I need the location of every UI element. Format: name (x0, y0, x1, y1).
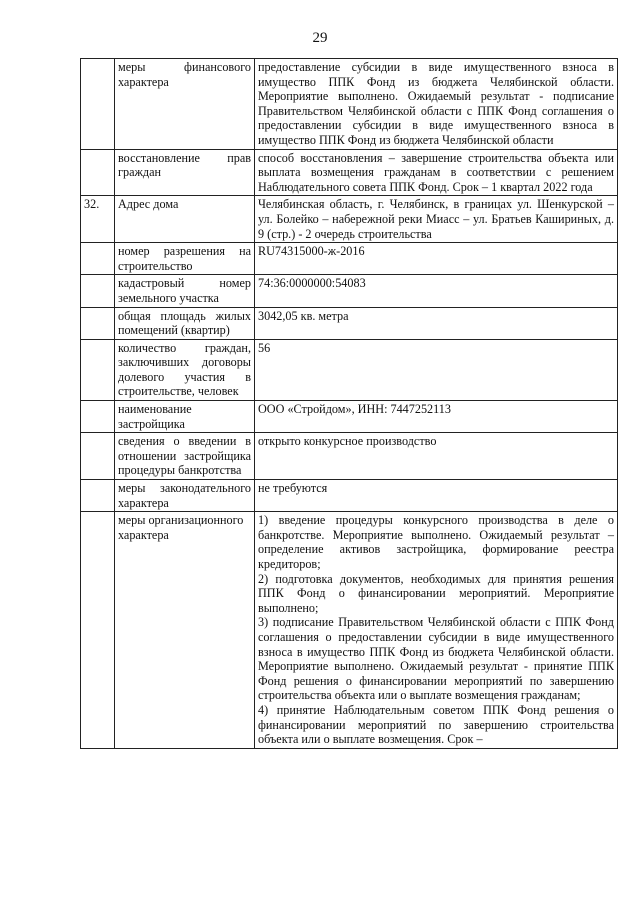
measure-paragraph: 1) введение процедуры конкурсного производства в деле о банкротстве. Мероприятие выполнено. Ожидаемый результат – определение активов застройщика, формирование реестра кредиторов; (258, 513, 614, 571)
table-row (81, 401, 618, 433)
table-row (81, 307, 618, 339)
row-label: номер разрешения на строительство (115, 243, 255, 275)
row-number (81, 275, 115, 307)
row-number (81, 149, 115, 196)
row-label: общая площадь жилых помещений (квартир) (115, 307, 255, 339)
row-number (81, 480, 115, 512)
table-row (81, 275, 618, 307)
row-label: количество граждан, заключивших договоры долевого участия в строительстве, человек (115, 339, 255, 400)
table-row (81, 512, 618, 749)
measure-paragraph: 2) подготовка документов, необходимых для принятия решения ППК Фонд о финансировании мероприятий. Мероприятие выполнено; (258, 571, 614, 615)
row-label: меры финансового характера (115, 59, 255, 150)
row-label: меры законодательного характера (115, 480, 255, 512)
row-value: открыто конкурсное производство (255, 433, 618, 480)
housing-table (80, 58, 618, 749)
row-value: не требуются (255, 480, 618, 512)
row-number: 32. (81, 196, 115, 243)
row-number (81, 433, 115, 480)
table-row (81, 149, 618, 196)
table-row (81, 243, 618, 275)
row-value: 56 (255, 339, 618, 400)
row-label: Адрес дома (115, 196, 255, 243)
row-value: 3042,05 кв. метра (255, 307, 618, 339)
row-label: меры организационного характера (115, 512, 255, 749)
row-value: ООО «Стройдом», ИНН: 7447252113 (255, 401, 618, 433)
table-row (81, 339, 618, 400)
row-value (255, 512, 618, 749)
row-label: сведения о введении в отношении застройщика процедуры банкротства (115, 433, 255, 480)
row-value: Челябинская область, г. Челябинск, в границах ул. Шенкурской – ул. Болейко – набережной реки Миасс – ул. Братьев Кашириных, д. 9 (стр.) - 2 очередь строительства (255, 196, 618, 243)
row-value: способ восстановления – завершение строительства объекта или выплата возмещения гражданам в соответствии с решением Наблюдательного совета ППК Фонд. Срок – 1 квартал 2022 года (255, 149, 618, 196)
row-value: RU74315000-ж-2016 (255, 243, 618, 275)
table-row (81, 59, 618, 150)
row-label: восстановление прав граждан (115, 149, 255, 196)
table-row (81, 196, 618, 243)
row-label: кадастровый номер земельного участка (115, 275, 255, 307)
row-number (81, 401, 115, 433)
row-number (81, 339, 115, 400)
row-number (81, 307, 115, 339)
table-row (81, 480, 618, 512)
row-value: предоставление субсидии в виде имущественного взноса в имущество ППК Фонд из бюджета Челябинской области. Мероприятие выполнено. Ожидаемый результат - подписание Правительством Челябинской области с ППК Фонд соглашения о предоставлении субсидии в виде имущественного взноса в имущество ППК Фонд из бюджета Челябинской области (255, 59, 618, 150)
table-body (81, 59, 618, 749)
table-row (81, 433, 618, 480)
row-value: 74:36:0000000:54083 (255, 275, 618, 307)
row-number (81, 512, 115, 749)
page-number: 29 (312, 30, 328, 46)
row-label: наименование застройщика (115, 401, 255, 433)
measure-paragraph: 4) принятие Наблюдательным советом ППК Фонд решения о финансировании мероприятий по завершению строительства объекта или о выплате возмещения. Срок – (258, 702, 614, 747)
row-number (81, 59, 115, 150)
measure-paragraph: 3) подписание Правительством Челябинской области с ППК Фонд соглашения о предоставлении субсидии в виде имущественного взноса в имущество ППК Фонд из бюджета Челябинской области. Мероприятие выполнено. Ожидаемый результат - принятие ППК Фонд решения о финансировании мероприятий по завершению строительства объекта или о выплате возмещения гражданам; (258, 615, 614, 703)
row-number (81, 243, 115, 275)
